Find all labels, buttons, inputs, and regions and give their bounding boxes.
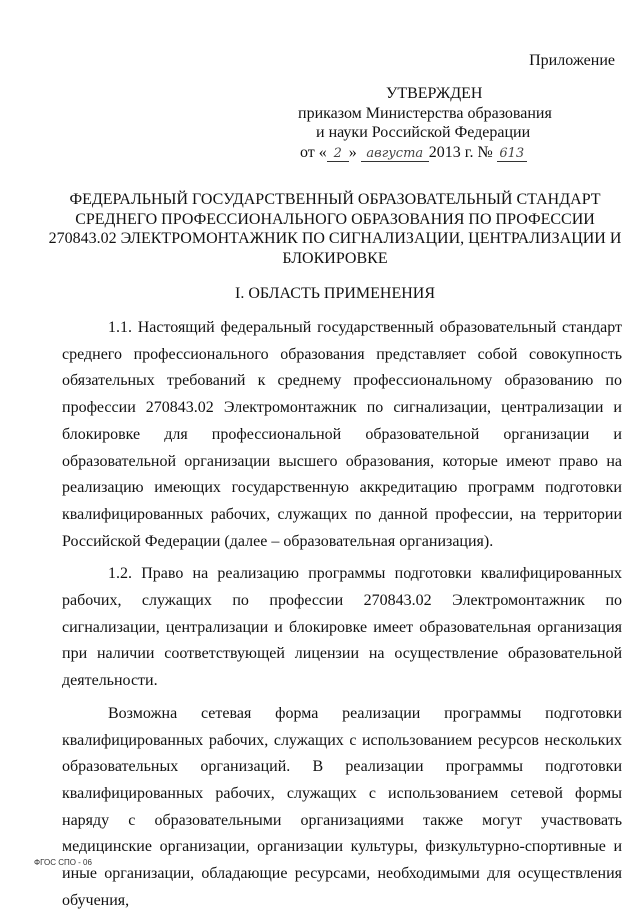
paragraph: Возможна сетевая форма реализации программы подготовки квалифицированных рабочих, служащих с использованием ресурсов нескольких образовательных организаций. В реализации программы подготовки квалифицированных рабочих, служащих с использованием сетевой формы наряду с образовательными организациями также могут участвовать медицинские организации, организации культуры, физкультурно-спортивные и иные организации, обладающие ресурсами, необходимыми для осуществления обучения,: [62, 704, 622, 909]
appendix-label: Приложение: [529, 52, 615, 69]
paragraph: 1.2. Право на реализацию программы подготовки квалифицированных рабочих, служащих по профессии 270843.02 Электромонтажник по сигнализации, централизации и блокировке имеет образовательная организация при наличии соответствующей лицензии на осуществление образовательной деятельности.: [62, 565, 622, 690]
handwritten-month: августа: [361, 147, 429, 162]
approval-ministry-line: и науки Российской Федерации: [316, 124, 531, 141]
footer-code: ФГОС СПО - 06: [34, 858, 92, 867]
approval-title: УТВЕРЖДЕН: [386, 85, 483, 102]
date-year: 2013 г. №: [428, 143, 493, 161]
document-body: [62, 315, 622, 920]
date-mid: »: [348, 143, 357, 161]
approval-block: [290, 84, 590, 162]
section-heading: I. ОБЛАСТЬ ПРИМЕНЕНИЯ: [234, 285, 436, 302]
paragraph: 1.1. Настоящий федеральный государственный образовательный стандарт среднего профессионального образования представляет собой совокупность обязательных требований к среднему профессиональному образованию по профессии 270843.02 Электромонтажник по сигнализации, централизации и блокировке для профессиональной образовательной организации и образовательной организации высшего образования, которые имеют право на реализацию имеющих государственную аккредитацию программ подготовки квалифицированных рабочих, служащих по данной профессии, на территории Российской Федерации (далее – образовательная организация).: [62, 319, 622, 550]
handwritten-order-number: 613: [497, 147, 527, 162]
approval-date-line: [290, 143, 590, 163]
date-prefix: от «: [300, 143, 327, 161]
handwritten-day: 2: [327, 147, 349, 162]
approval-order-line: приказом Министерства образования: [298, 104, 552, 122]
document-title: ФЕДЕРАЛЬНЫЙ ГОСУДАРСТВЕННЫЙ ОБРАЗОВАТЕЛЬНЫЙ СТАНДАРТ СРЕДНЕГО ПРОФЕССИОНАЛЬНОГО ОБРАЗОВАНИЯ ПО ПРОФЕССИИ 270843.02 ЭЛЕКТРОМОНТАЖНИК ПО СИГНАЛИЗАЦИИ, ЦЕНТРАЛИЗАЦИИ И БЛОКИРОВКЕ: [48, 191, 622, 267]
